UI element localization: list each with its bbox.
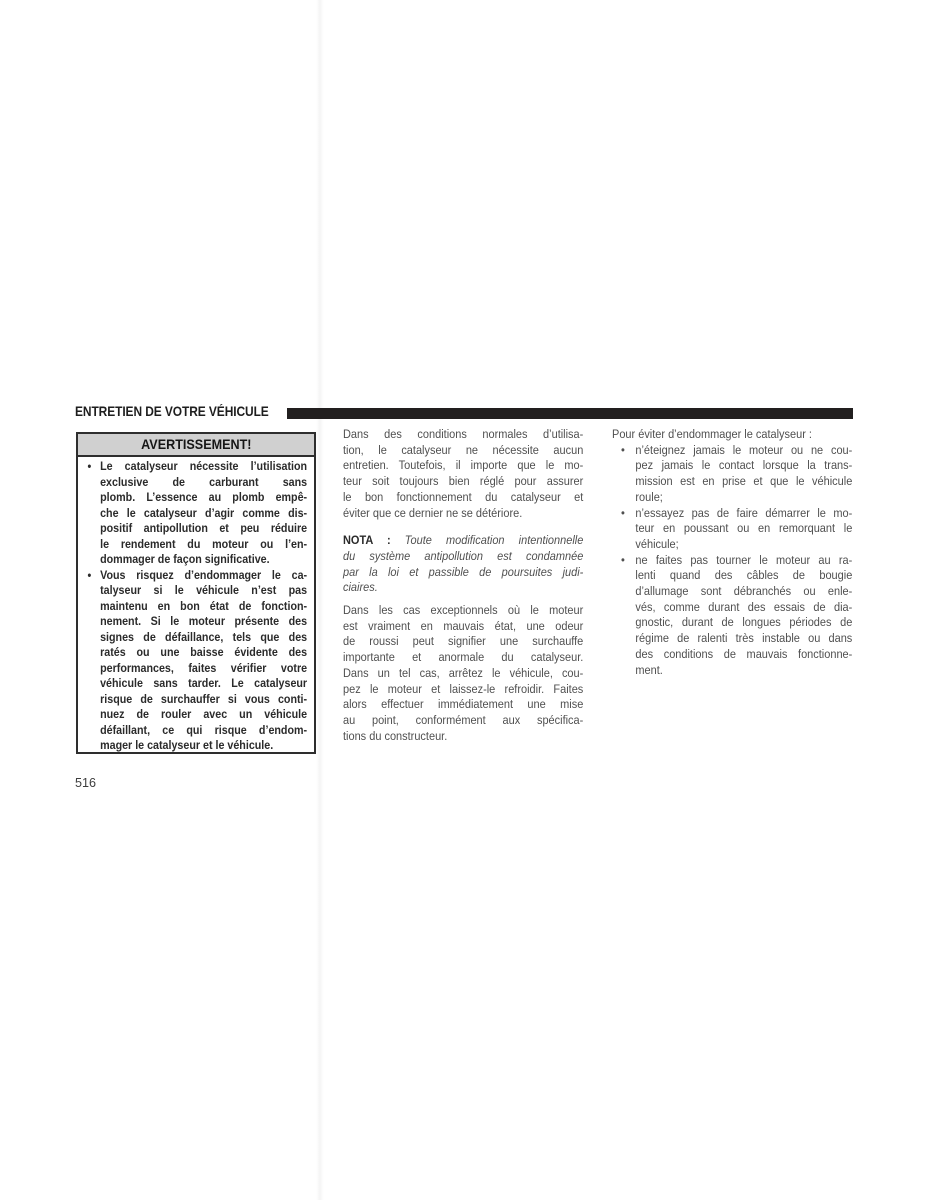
right-bullet-2-text: n’essayez pas de faire démarrer le mo- teur en poussant ou en remorquant le véhicule; <box>635 505 853 551</box>
warning-bullet-2-text: Vous risquez d’endommager le ca- talyseur si le véhicule n’est pas maintenu en bon état de fonction- nement. Si le moteur présente des signes de défaillance, tels que des ratés ou une baisse évidente des performances, faites vérifier votre véhicule sans tarder. Le catalyseur risque de surchauffer si vous conti- nuez de rouler avec un véhicule défaillant, ce qui risque d’endom- mager le catalyseur et le véhicule. <box>100 567 308 752</box>
bullet-icon: • <box>621 552 625 567</box>
paragraph-normal-conditions: Dans des conditions normales d’utilisa- tion, le catalyseur ne nécessite aucun entretien. Toutefois, il importe que le mo- teur soit toujours bien réglé pour assurer le bon fonctionnement du catalyseur et éviter que ce dernier ne se détériore. <box>343 427 584 520</box>
warning-box-title: AVERTISSEMENT! <box>140 436 252 452</box>
middle-column <box>343 427 610 744</box>
nota-first-line-text: Toute modification intentionnelle <box>404 533 584 548</box>
right-bullet-3-text: ne faites pas tourner le moteur au ra- lenti quand des câbles de bougie d’allumage sont débranchés ou enle- vés, comme durant des essais de dia- gnostic, durant de longues périodes de régime de ralenti très instable ou dans des conditions de mauvais fonctionne- ment. <box>635 552 853 677</box>
bullet-icon: • <box>87 567 92 582</box>
paragraph-exceptional-cases: Dans les cas exceptionnels où le moteur est vraiment en mauvais état, une odeur de roussi peut signifier une surchauffe importante et anormale du catalyseur. Dans un tel cas, arrêtez le véhicule, cou- pez le moteur et laissez-le refroidir. Faites alors effectuer immédiatement une mise au point, conformément aux spécifica- tions du constructeur. <box>343 603 584 743</box>
bullet-icon: • <box>87 459 92 473</box>
right-column-intro: Pour éviter d’endommager le catalyseur : <box>612 427 812 441</box>
right-bullet-2 <box>612 506 852 553</box>
warning-box <box>76 432 316 754</box>
right-column <box>612 427 879 678</box>
right-bullet-1-text: n’éteignez jamais le moteur ou ne cou- pez jamais le contact lorsque la trans- mission est en prise et que le véhicule roule; <box>635 442 853 504</box>
nota-label: NOTA : <box>343 533 391 548</box>
warning-box-body <box>78 457 314 754</box>
warning-box-title-bar <box>78 434 314 457</box>
section-header-title: ENTRETIEN DE VOTRE VÉHICULE <box>75 404 269 419</box>
warning-bullet-1-text: Le catalyseur nécessite l’utilisation exclusive de carburant sans plomb. L’essence au plomb empê- che le catalyseur d’agir comme dis- positif antipollution et peu réduire le rendement du moteur ou l’en- dommager de façon significative. <box>100 459 308 566</box>
right-column-content <box>612 427 852 678</box>
nota-paragraph <box>343 533 583 596</box>
warning-box-content <box>83 459 307 754</box>
section-header-bar <box>287 408 853 419</box>
nota-rest-lines: du système antipollution est condamnée par la loi et passible de poursuites judi- ciaires. <box>343 548 584 595</box>
warning-bullet-2 <box>83 568 307 754</box>
nota-first-line <box>343 533 583 549</box>
middle-column-content <box>343 427 583 744</box>
bullet-icon: • <box>621 442 625 457</box>
page-number: 516 <box>75 776 97 790</box>
bullet-icon: • <box>621 505 625 520</box>
scan-gutter-line <box>316 0 324 1200</box>
warning-bullet-1 <box>83 459 307 568</box>
right-bullet-3 <box>612 553 852 679</box>
right-bullet-1 <box>612 443 852 506</box>
